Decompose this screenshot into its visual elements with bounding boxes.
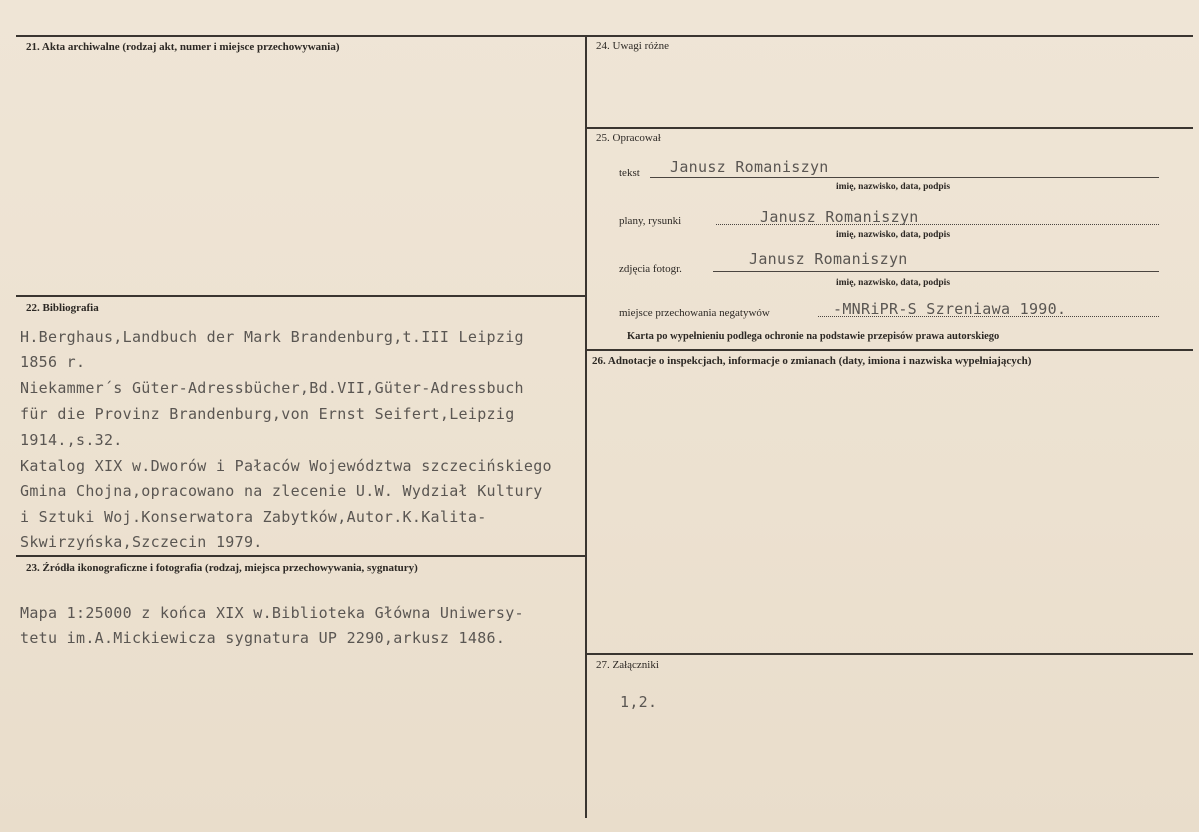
bibliography-line: Skwirzyńska,Szczecin 1979.	[20, 533, 263, 551]
top-rule	[16, 35, 1193, 37]
zdjecia-label: zdjęcia fotogr.	[619, 263, 682, 275]
bibliography-line: Gmina Chojna,opracowano na zlecenie U.W. Wydział Kultury	[20, 482, 543, 500]
section-27-label: 27. Załączniki	[596, 659, 659, 671]
section-25-label: 25. Opracował	[596, 132, 661, 144]
bibliography-line: 1914.,s.32.	[20, 431, 123, 449]
attachments-value: 1,2.	[620, 693, 658, 711]
bibliography-line: H.Berghaus,Landbuch der Mark Brandenburg,t.III Leipzig	[20, 328, 524, 346]
negatywy-value: -MNRiPR-S Szreniawa 1990.	[833, 300, 1067, 318]
bibliography-line: Niekammer´s Güter-Adressbücher,Bd.VII,Güter-Adressbuch	[20, 379, 524, 397]
zdjecia-value: Janusz Romaniszyn	[749, 250, 908, 268]
plany-value: Janusz Romaniszyn	[760, 208, 919, 226]
tekst-value: Janusz Romaniszyn	[670, 158, 829, 176]
bibliography-line: Katalog XIX w.Dworów i Pałaców Województwa szczecińskiego	[20, 457, 552, 475]
section-24-label: 24. Uwagi różne	[596, 40, 670, 52]
rule-24-25	[587, 127, 1193, 129]
bibliography-line: 1856 r.	[20, 353, 86, 371]
tekst-underline	[650, 177, 1159, 178]
rule-21-22	[16, 295, 587, 297]
zdjecia-caption: imię, nazwisko, data, podpis	[836, 278, 951, 288]
sources-line: Mapa 1:25000 z końca XIX w.Biblioteka Główna Uniwersy-	[20, 604, 524, 622]
tekst-label: tekst	[619, 167, 640, 179]
negatywy-label: miejsce przechowania negatywów	[619, 307, 770, 319]
zdjecia-underline	[713, 271, 1159, 272]
tekst-caption: imię, nazwisko, data, podpis	[836, 182, 951, 192]
bibliography-line: für die Provinz Brandenburg,von Ernst Seifert,Leipzig	[20, 405, 515, 423]
section-22-label: 22. Bibliografia	[26, 302, 99, 314]
section-23-label: 23. Źródła ikonograficzne i fotografia (rodzaj, miejsca przechowywania, sygnatury)	[26, 562, 418, 574]
plany-label: plany, rysunki	[619, 215, 682, 227]
center-divider	[585, 35, 587, 818]
copyright-notice: Karta po wypełnieniu podlega ochronie na podstawie przepisów prawa autorskiego	[627, 331, 1000, 342]
section-26-label: 26. Adnotacje o inspekcjach, informacje o zmianach (daty, imiona i nazwiska wypełniających)	[592, 355, 1032, 367]
plany-underline	[716, 224, 1159, 225]
bibliography-line: i Sztuki Woj.Konserwatora Zabytków,Autor.K.Kalita-	[20, 508, 487, 526]
sources-line: tetu im.A.Mickiewicza sygnatura UP 2290,arkusz 1486.	[20, 629, 506, 647]
plany-caption: imię, nazwisko, data, podpis	[836, 230, 951, 240]
negatywy-underline	[818, 316, 1159, 317]
rule-26-27	[587, 653, 1193, 655]
rule-25-26	[587, 349, 1193, 351]
section-21-label: 21. Akta archiwalne (rodzaj akt, numer i miejsce przechowywania)	[26, 41, 340, 53]
